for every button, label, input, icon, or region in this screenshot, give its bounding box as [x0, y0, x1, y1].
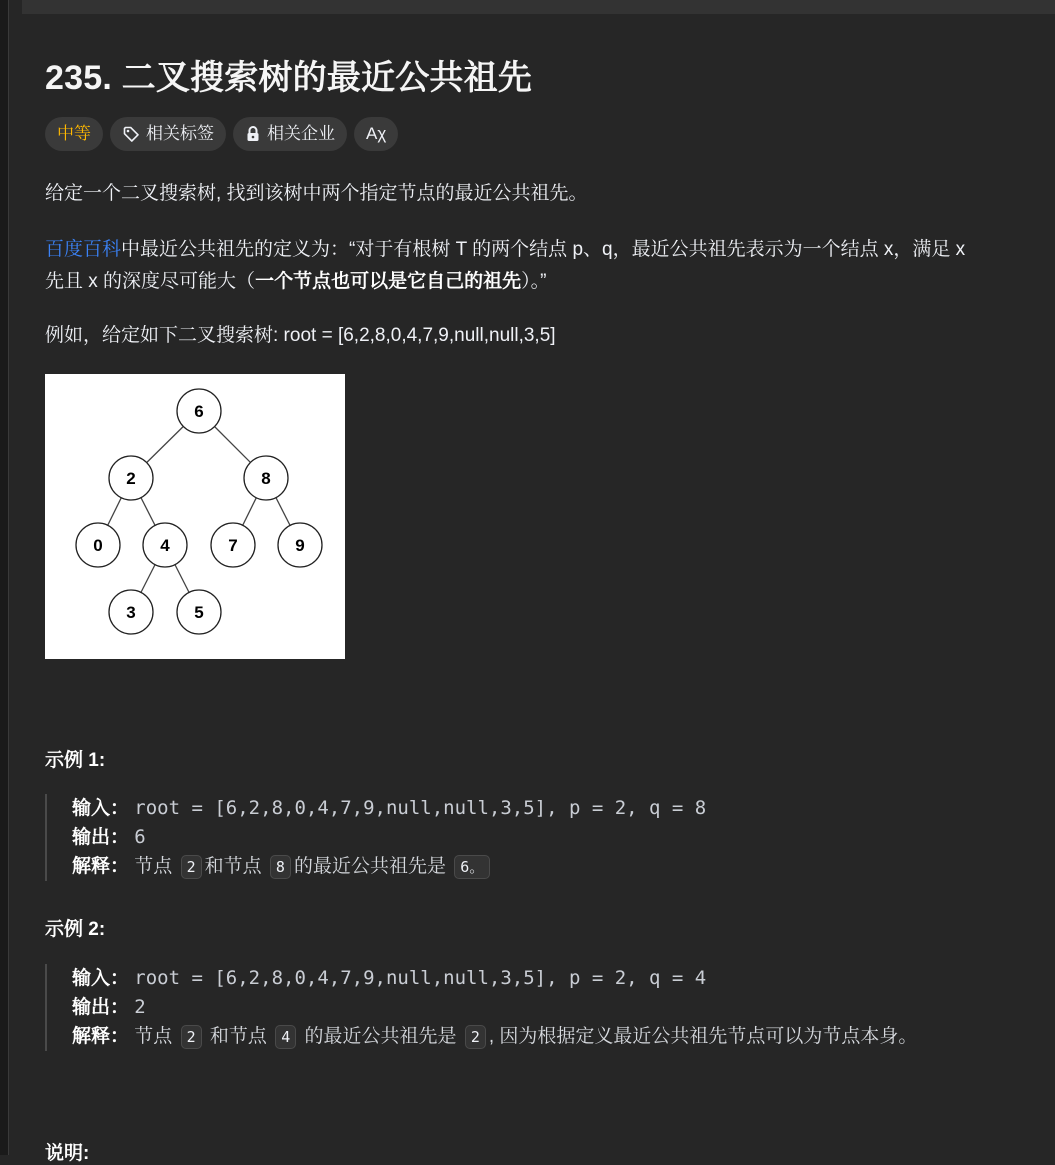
explain-label: 解释：: [72, 856, 130, 877]
input-value: root = [6,2,8,0,4,7,9,null,null,3,5], p = 2, q = 4: [134, 967, 707, 989]
example-2-block: [45, 964, 945, 1051]
explain-text-b: 和节点: [209, 1026, 267, 1047]
inline-code: 2: [181, 855, 202, 879]
example-1-output: [72, 823, 945, 852]
input-value: root = [6,2,8,0,4,7,9,null,null,3,5], p = 2, q = 8: [134, 797, 707, 819]
baidu-baike-link[interactable]: 百度百科: [45, 239, 122, 260]
example-1-input: [72, 794, 945, 823]
example-2-input: [72, 964, 945, 993]
output-value: 2: [134, 996, 146, 1018]
example-1-explanation: [72, 852, 945, 881]
definition-line-1: [45, 235, 965, 264]
tree-node-6: [177, 389, 221, 433]
tree-node-5: [177, 590, 221, 634]
definition-text-2b: ）。”: [521, 271, 547, 292]
related-companies-button[interactable]: [233, 117, 347, 151]
inline-code: 2: [181, 1025, 202, 1049]
svg-text:2: 2: [126, 469, 136, 488]
tree-node-3: [109, 590, 153, 634]
svg-text:6: 6: [194, 402, 204, 421]
description-line-1: 给定一个二叉搜索树, 找到该树中两个指定节点的最近公共祖先。: [45, 183, 588, 204]
related-companies-label: 相关企业: [267, 124, 335, 143]
explain-text-a: 节点: [134, 1026, 173, 1047]
svg-text:5: 5: [194, 603, 204, 622]
input-label: 输入：: [72, 968, 130, 989]
output-label: 输出：: [72, 827, 130, 848]
svg-text:8: 8: [261, 469, 271, 488]
note-title: 说明:: [45, 1143, 90, 1164]
lock-icon: [245, 125, 261, 143]
explain-text-a: 节点: [134, 856, 173, 877]
problem-title: 235. 二叉搜索树的最近公共祖先: [45, 59, 533, 97]
example-2-explanation: [72, 1022, 945, 1051]
window-left-strip: [0, 0, 8, 1155]
tree-node-0: [76, 523, 120, 567]
example-intro: 例如，给定如下二叉搜索树: root = [6,2,8,0,4,7,9,null,null,3,5]: [45, 325, 556, 346]
panel-top-bar: [22, 0, 1055, 14]
output-value: 6: [134, 826, 146, 848]
inline-code: 6。: [454, 855, 490, 879]
tree-node-7: [211, 523, 255, 567]
explain-text-b: 和节点: [204, 856, 262, 877]
svg-text:7: 7: [228, 536, 238, 555]
tree-node-9: [278, 523, 322, 567]
svg-text:0: 0: [93, 536, 103, 555]
bst-tree-diagram: [45, 374, 345, 659]
svg-text:3: 3: [126, 603, 136, 622]
translate-button[interactable]: [354, 117, 398, 151]
tag-row: [45, 117, 398, 151]
inline-code: 4: [275, 1025, 296, 1049]
example-1-title: 示例 1:: [45, 750, 106, 771]
panel-left-edge: [8, 0, 23, 1155]
tree-node-4: [143, 523, 187, 567]
definition-line-2: [45, 267, 546, 296]
translate-icon: Aχ: [366, 124, 387, 143]
svg-text:4: 4: [160, 536, 170, 555]
difficulty-badge[interactable]: 中等: [45, 117, 103, 151]
inline-code: 2: [465, 1025, 486, 1049]
example-1-block: [45, 794, 945, 881]
explain-label: 解释：: [72, 1026, 130, 1047]
tag-icon: [122, 125, 140, 143]
example-2-output: [72, 993, 945, 1022]
explain-text-c: 的最近公共祖先是: [293, 856, 446, 877]
related-tags-button[interactable]: [110, 117, 226, 151]
bst-tree-image: [45, 374, 345, 659]
svg-text:9: 9: [295, 536, 305, 555]
related-tags-label: 相关标签: [146, 124, 214, 143]
tree-node-8: [244, 456, 288, 500]
inline-code: 8: [270, 855, 291, 879]
example-2-title: 示例 2:: [45, 919, 106, 940]
definition-emphasis: 一个节点也可以是它自己的祖先: [255, 271, 522, 292]
input-label: 输入：: [72, 798, 130, 819]
definition-text-2a: 先且 x 的深度尽可能大（: [45, 271, 256, 292]
definition-text: 中最近公共祖先的定义为：“对于有根树 T 的两个结点 p、q，最近公共祖先表示为一个结点 x，满足 x: [121, 239, 966, 260]
explain-text-c: 的最近公共祖先是: [304, 1026, 457, 1047]
explain-text-d: , 因为根据定义最近公共祖先节点可以为节点本身。: [488, 1026, 918, 1047]
output-label: 输出：: [72, 997, 130, 1018]
tree-node-2: [109, 456, 153, 500]
